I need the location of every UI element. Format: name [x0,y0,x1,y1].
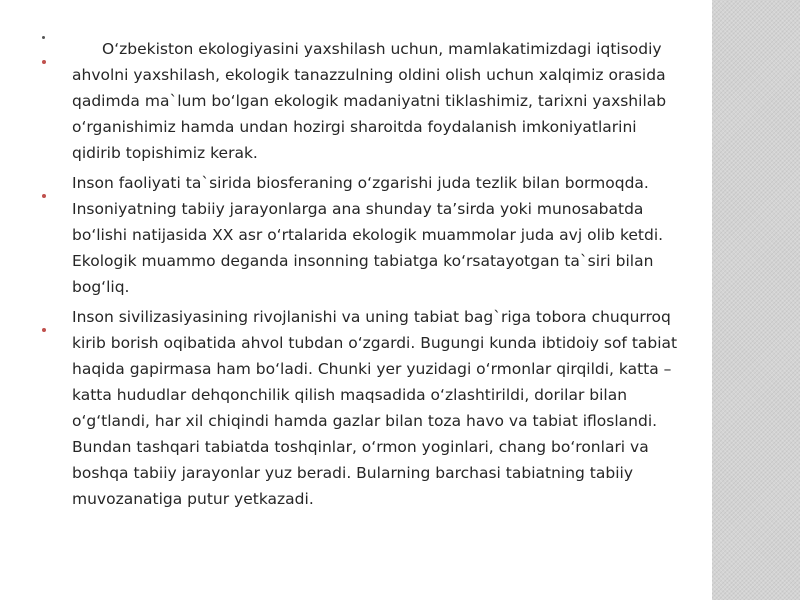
paragraph-3 [72,304,682,512]
paragraph-1 [72,36,682,166]
paragraph-2 [72,170,682,300]
side-panel [712,0,800,600]
bullet-icon [42,60,46,64]
bullet-icon [42,194,46,198]
paragraph-3-text: Inson sivilizasiyasining rivojlanishi va uning tabiat bag`riga tobora chuqurroq kirib borish oqibatida ahvol tubdan o‘zgardi. Bugungi kunda ibtidoiy sof tabiat haqida gapirmasa ham bo‘ladi. Chunki yer yuzidagi o‘rmonlar qirqildi, katta – katta hududlar dehqonchilik qilish maqsadida o‘zlashtirildi, dorilar bilan o‘g‘tlandi, har xil chiqindi hamda gazlar bilan toza havo va tabiat ifloslandi. Bundan tashqari tabiatda toshqinlar, o‘rmon yoginlari, chang bo‘ronlari va boshqa tabiiy jarayonlar yuz beradi. Bularning barchasi tabiatning tabiiy muvozanatiga putur yetkazadi. [72,308,678,508]
paragraph-2-text: Inson faoliyati ta`sirida biosferaning o‘zgarishi juda tezlik bilan bormoqda. Insoniyatning tabiiy jarayonlarga ana shunday ta’sirda yoki munosabatda bo‘lishi natijasida XX asr o‘rtalarida ekologik muammolar juda avj olib ketdi. Ekologik muammo deganda insonning tabiatga ko‘rsatayotgan ta`siri bilan bog‘liq. [72,174,664,296]
paragraph-1-text: O‘zbekiston ekologiyasini yaxshilash uchun, mamlakatimizdagi iqtisodiy ahvolni yaxshilash, ekologik tanazzulning oldini olish uchun xalqimiz orasida qadimda ma`lum bo‘lgan ekologik madaniyatni tiklashimiz, tarixni yaxshilab o‘rganishimiz hamda undan hozirgi sharoitda foydalanish imkoniyatlarini qidirib topishimiz kerak. [72,40,667,162]
bullet-dot-icon [42,36,45,39]
slide-body [72,36,682,516]
bullet-icon [42,328,46,332]
